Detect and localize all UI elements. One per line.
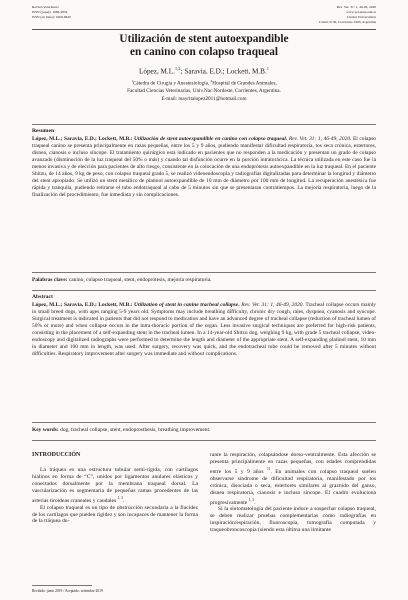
title-line-2: en canino con colapso traqueal [129,46,279,58]
intro-p1-ref: 1, 3 [117,495,123,500]
title-block [32,33,376,102]
abstract-rule [32,290,376,291]
abstract-body [32,302,376,358]
right-p1-ref: 11 [266,466,271,471]
header-divider [32,29,376,30]
right-paragraph-1: rante la respiración, colapsándose dorso-ventralmente. Esta afección se presenta principalmente en razas pequeñas, con edades comprendidas entre los 5 y 9 años $^{11}$. En animales con colapso traqueal suelen observarse síndrome de dificultad respiratoria, manifestado por tos crónica, disociada o seca, estertores similares al graznido del ganso, disnea respiratoria, cianosis e incluso síncope. El cuadro evoluciona progresivamente $^{1, 3}$. [210,452,376,506]
keywords-en-text: dog, tracheal collapse, stent, endoprosthesis, breathing improvement. [58,427,211,433]
keywords-es-text: canino, colapso traqueal, stent, endoprótesis, mejoría respiratoria. [67,277,212,283]
body-right-column [210,452,376,534]
keywords-es [32,277,376,284]
author-first: López, M.L. [138,67,175,76]
article-title [32,33,376,59]
keywords-es-rule [32,272,376,273]
header-website: www.vet.unne.edu.ar [346,10,376,14]
header-journal-info [32,5,71,20]
header-journal-name: Revista Veterinaria [32,5,59,9]
resumen-body [32,136,376,199]
header-issn-online: ISSN (en línea): 1669-6840 [32,15,71,19]
affil-line-1b: Hospital de Grandes Animales, [212,81,277,88]
right-p1b-text: . En animales con colapso traqueal suelen observarse síndrome de dificultad respiratoria, manifestado por tos crónica, disociada o seca, estertores similares al graznido del ganso, disnea respiratoria, cianosis e incluso síncope. El cuadro evoluciona progresivamente [210,468,376,506]
header-issn-print: ISSN (papel): 1668-4834 [32,10,68,14]
affil-sup-2: 2 [210,79,213,84]
abstract-heading: Abstract [32,294,53,300]
right-paragraph-2: Si la sintomatología del paciente induce a sospechar colapso traqueal, se deben realizar pruebas complementarias como radiografías en inspiración/espiración, fluoroscopía, tomografía computada y traqueobroncoscopía (siendo esta última una limitante [210,506,376,534]
keywords-en-label: Key words: [32,427,59,433]
right-p1b-ref: 1, 3 [248,497,255,502]
intro-heading: INTRODUCCIÓN [32,452,81,458]
intro-paragraph-2: El colapso traqueal es un tipo de obstrucción secundaria a la flacidez de los cartílagos que pueden rigidez y son incapaces de mantener la forma de la tráquea du- [32,504,198,525]
abstract-top-rule [32,124,376,125]
header-campus: Ciudad Universitaria [346,15,376,19]
resumen-cite-title: Utilización de stent autoexpandible en canino con colapso traqueal. [134,135,288,142]
intro-p1-text: La tráquea es una estructura tubular semi-rígida, con cartílagos hialinos en forma de “C”, unidos por ligamentos anulares elásticos y conectados dorsalmente por la membrana traqueal dorsal. La vascularización es segmentaria de pequeñas ramas procedentes de las arterias tiroideas craneales y caudales [32,466,198,504]
received-accepted-dates: Recibido: junio 2019 / Aceptado: setiembre 2019 [32,589,103,593]
keywords-es-label: Palabras clave: [32,277,68,283]
affil-line-2: Facultad Ciencias Veterinarias, Univ.Nac.Nordeste, Corrientes, Argentina. [127,88,281,95]
affil-sup-1: 1 [131,79,133,84]
resumen-heading: Resumen [32,128,55,134]
resumen-section [32,128,376,199]
affil-line-1: Cátedra de Cirugía y Anestesiología, [132,81,211,88]
footnote-rule [32,585,92,586]
abstract-text: Tracheal collapse occurs mainly in small breed dogs, with ages ranging 5-9 years old. Symptoms may include breathing difficulty, chronic dry cough, rales, dyspnea, cyanosis and syncope. Surgical treatment is indicated in patients that did not respond to medication and have an advanced degree of tracheal collapse (reduction of tracheal lumen of 50% or more) and when collapse occurs in the intra-thoracic portion of the organ. Less invasive surgical techniques are preferred for high-risk patients, consisting in the placement of a self-expanding stent in the tracheal lumen. In a 14-year-old Shitzu dog, weighing 9 kg, with grade 5 tracheal collapse, video-endoscopy and digitalized radiographs were performed to determine the length and diameter of the appropriate stent. A self-expanding platinol stent, 10 mm in diameter and 100 mm in length, was used. After surgery, recovery was quick, and the endotracheal tube could be removed after 5 minutes without difficulties. Respiratory improvement after surgery was immediate and without complications. [32,301,377,357]
resumen-cite-authors: López, M.L.; Saravia, E.D.; Lockett, M.B.: [32,135,133,142]
running-header [32,5,376,29]
abstract-cite-title: Utilization of stent in canine tracheal collapse. [134,301,240,308]
header-address: Calasil 2139, Corrientes 3400, Argentina [318,20,376,24]
header-citation-info [319,5,376,25]
author-last-sup: 1 [266,66,270,71]
resumen-text: El colapso traqueal canino se presenta principalmente en razas pequeñas, entre los 5 y 9 años, pudiendo manifestar dificultad respiratoria, tos seca crónica, estertores, disnea, cianosis e incluso síncope. El tratamiento quirúrgico está indicado en pacientes que no responden a la medicación y presentan un grado de colapso avanzado (disminución de la luz traqueal del 50% o más) y cuando tal disfunción ocurre en la porción intratorácica. La técnica utilizada en este caso fue la menos invasiva y de elección para pacientes de alto riesgo, consistente en la colocación de una endoprótesis autoexpandible en la luz traqueal. En el paciente Shitzu, de 14 años, 9 kg de peso, con colapso traqueal grado 5, se realizó videoendoscopia y radiografías digitalizadas para determinar la longitud y diámetro del stent apropiado. Se utilizó un stent metálico de platinol autoexpandible de 10 mm de diámetro por 100 mm de longitud. La recuperación anestésica fue rápida y tranquila, pudiendo retirarse el tubo endotraqueal al cabo de 5 minutos sin que se presentaran contratiempos. La mejoría respiratoria, luego de la finalización del procedimiento, fue inmediata y sin complicaciones. [32,135,376,198]
title-line-1: Utilización de stent autoexpandible [119,33,289,45]
author-list [32,66,376,75]
body-left-column [32,452,198,525]
abstract-cite-ref: Rev. Vet. 31: 1, 46-49, 2020. [241,301,304,308]
author-others: ; Saravia, E.D.; Lockett, M.B. [180,67,267,76]
abstract-section [32,294,376,358]
affiliations [32,78,376,95]
keywords-en-rule [32,422,376,423]
keywords-en [32,427,376,434]
author-first-sup: 1,2 [174,66,181,71]
intro-paragraph-1: La tráquea es una estructura tubular semi-rígida, con cartílagos hialinos en forma de “C”, unidos por ligamentos anulares elásticos y conectados dorsalmente por la membrana traqueal dorsal. La vascularización es segmentaria de pequeñas ramas procedentes de las arterias tiroideas craneales y caudales $^{1, 3}$. [32,466,198,504]
resumen-cite-ref: Rev. Vet. 31: 1, 46-49, 2020. [288,135,352,142]
right-p1-text: rante la respiración, colapsándose dorso-ventralmente. Esta afección se presenta principalmente en razas pequeñas, con edades comprendidas entre los 5 y 9 años [210,452,376,475]
body-top-rule [32,440,376,441]
contact-email[interactable]: E-mail: mayritalopez2011@hotmail.com [161,96,247,103]
header-citation: Rev. Vet. 31: 1, 46-49, 2020 [336,5,376,9]
abstract-cite-authors: López, M.L.; Saravia, E.D.; Lockett, M.B.: [32,301,133,308]
